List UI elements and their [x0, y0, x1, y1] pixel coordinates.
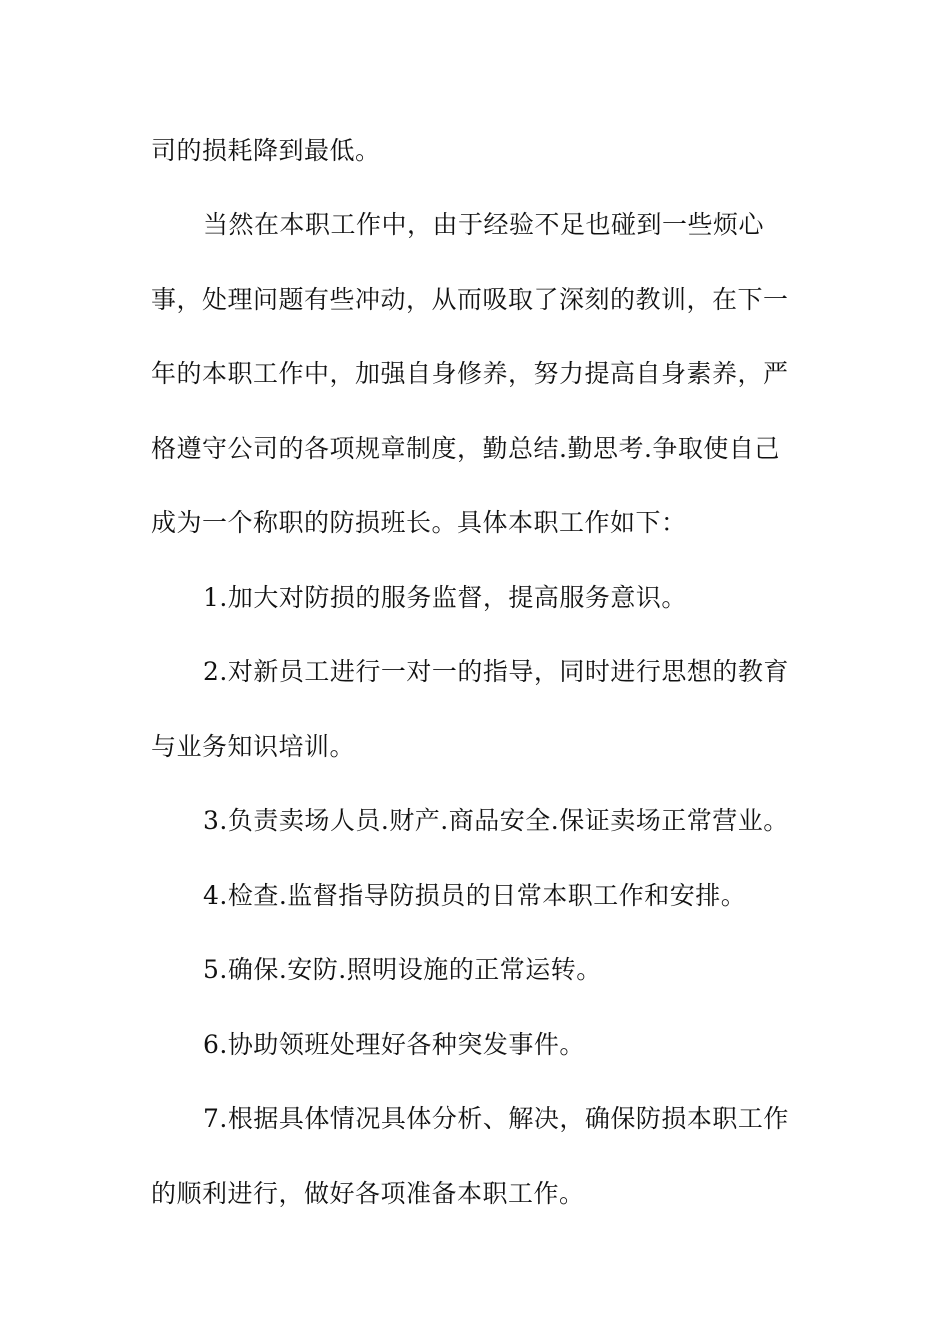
- paragraph-line: 司的损耗降到最低。: [151, 136, 381, 165]
- list-item: 3.负责卖场人员.财产.商品安全.保证卖场正常营业。: [203, 806, 789, 835]
- paragraph-line: 事，处理问题有些冲动，从而吸取了深刻的教训，在下一: [151, 285, 789, 314]
- list-item: 6.协助领班处理好各种突发事件。: [203, 1030, 585, 1059]
- list-item: 1.加大对防损的服务监督，提高服务意识。: [203, 583, 687, 612]
- list-item: 2.对新员工进行一对一的指导，同时进行思想的教育: [203, 657, 789, 686]
- list-item: 7.根据具体情况具体分析、解决，确保防损本职工作: [203, 1104, 789, 1133]
- list-item-continuation: 的顺利进行，做好各项准备本职工作。: [151, 1179, 585, 1208]
- paragraph-line: 年的本职工作中，加强自身修养，努力提高自身素养，严: [151, 359, 789, 388]
- paragraph-line: 当然在本职工作中，由于经验不足也碰到一些烦心: [203, 210, 765, 239]
- paragraph-line: 成为一个称职的防损班长。具体本职工作如下：: [151, 508, 687, 537]
- list-item: 5.确保.安防.照明设施的正常运转。: [203, 955, 602, 984]
- paragraph-line: 格遵守公司的各项规章制度，勤总结.勤思考.争取使自己: [151, 434, 780, 463]
- list-item: 4.检查.监督指导防损员的日常本职工作和安排。: [203, 881, 747, 910]
- list-item-continuation: 与业务知识培训。: [151, 732, 356, 761]
